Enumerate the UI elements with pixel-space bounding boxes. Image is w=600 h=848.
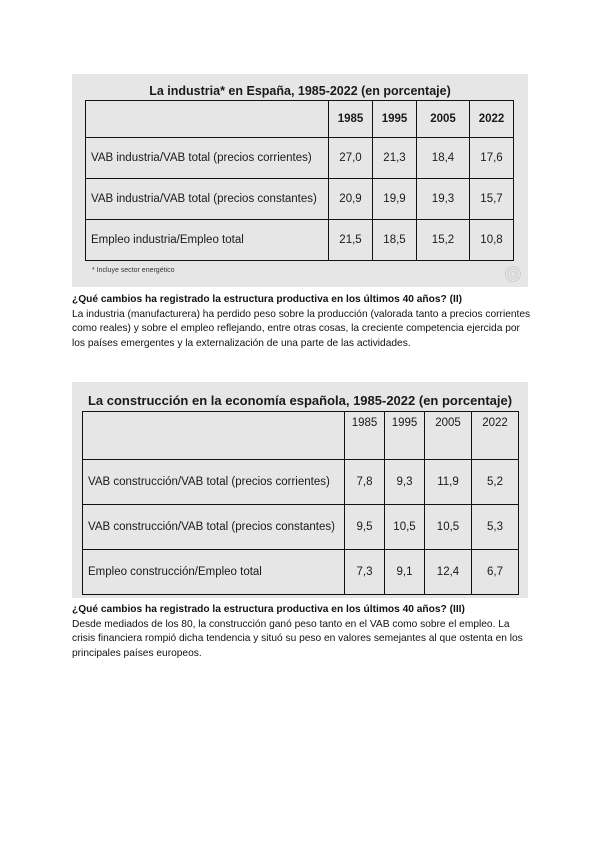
- section-paragraph: La industria (manufacturera) ha perdido peso sobre la producción (valorada tanto a precios corrientes como reales) y sobre el empleo reflejando, entre otras cosas, la creciente competencia ejercida por los países emergentes y la externalización de una parte de las actividades.: [72, 308, 531, 349]
- year-header-1985: 1985: [345, 412, 385, 460]
- construction-table-title: La construcción en la economía española, 1985-2022 (en porcentaje): [87, 393, 513, 408]
- table-row: [86, 138, 514, 179]
- table-cell: 5,3: [472, 505, 519, 550]
- table-row: [86, 220, 514, 261]
- row-label: Empleo construcción/Empleo total: [83, 550, 345, 595]
- table-cell: 10,5: [425, 505, 472, 550]
- table-cell: 21,5: [329, 220, 373, 261]
- row-label: VAB industria/VAB total (precios constantes): [86, 179, 329, 220]
- year-header-2022: 2022: [472, 412, 519, 460]
- watermark-swirl-icon: [504, 265, 522, 283]
- table-row: [83, 505, 519, 550]
- table-row: [83, 550, 519, 595]
- table-cell: 11,9: [425, 460, 472, 505]
- table-cell: 9,3: [385, 460, 425, 505]
- table-cell: 10,8: [470, 220, 514, 261]
- table-cell: 20,9: [329, 179, 373, 220]
- industry-table: [85, 100, 514, 261]
- table-cell: 10,5: [385, 505, 425, 550]
- table-cell: 27,0: [329, 138, 373, 179]
- table-cell: 21,3: [373, 138, 417, 179]
- year-header-1985: 1985: [329, 101, 373, 138]
- construction-table: [82, 411, 519, 595]
- table-cell: 5,2: [472, 460, 519, 505]
- table-header-row: [86, 101, 514, 138]
- industry-table-panel: [72, 74, 528, 287]
- table-cell: 9,5: [345, 505, 385, 550]
- header-empty-cell: [83, 412, 345, 460]
- table-footnote: * Incluye sector energético: [92, 267, 175, 274]
- table-cell: 19,9: [373, 179, 417, 220]
- table-cell: 19,3: [417, 179, 470, 220]
- year-header-2005: 2005: [417, 101, 470, 138]
- year-header-2005: 2005: [425, 412, 472, 460]
- table-cell: 7,3: [345, 550, 385, 595]
- text-block-industry: [72, 293, 532, 351]
- table-header-row: [83, 412, 519, 460]
- table-row: [83, 460, 519, 505]
- construction-table-panel: [72, 382, 528, 598]
- table-cell: 18,4: [417, 138, 470, 179]
- table-cell: 15,7: [470, 179, 514, 220]
- table-cell: 9,1: [385, 550, 425, 595]
- table-cell: 12,4: [425, 550, 472, 595]
- section-paragraph: Desde mediados de los 80, la construcción ganó peso tanto en el VAB como sobre el empleo. La crisis financiera rompió dicha tendencia y situó su peso en valores semejantes al que ostenta en los principales países europeos.: [72, 618, 523, 659]
- industry-table-title: La industria* en España, 1985-2022 (en porcentaje): [149, 84, 451, 98]
- section-question-heading: ¿Qué cambios ha registrado la estructura productiva en los últimos 40 años? (III): [72, 604, 465, 615]
- table-cell: 17,6: [470, 138, 514, 179]
- table-cell: 18,5: [373, 220, 417, 261]
- year-header-2022: 2022: [470, 101, 514, 138]
- text-block-construction: [72, 603, 532, 661]
- row-label: VAB construcción/VAB total (precios constantes): [83, 505, 345, 550]
- row-label: VAB industria/VAB total (precios corrientes): [86, 138, 329, 179]
- section-question-heading: ¿Qué cambios ha registrado la estructura productiva en los últimos 40 años? (II): [72, 294, 463, 305]
- table-cell: 6,7: [472, 550, 519, 595]
- row-label: Empleo industria/Empleo total: [86, 220, 329, 261]
- table-cell: 15,2: [417, 220, 470, 261]
- row-label: VAB construcción/VAB total (precios corrientes): [83, 460, 345, 505]
- table-row: [86, 179, 514, 220]
- year-header-1995: 1995: [373, 101, 417, 138]
- header-empty-cell: [86, 101, 329, 138]
- table-cell: 7,8: [345, 460, 385, 505]
- year-header-1995: 1995: [385, 412, 425, 460]
